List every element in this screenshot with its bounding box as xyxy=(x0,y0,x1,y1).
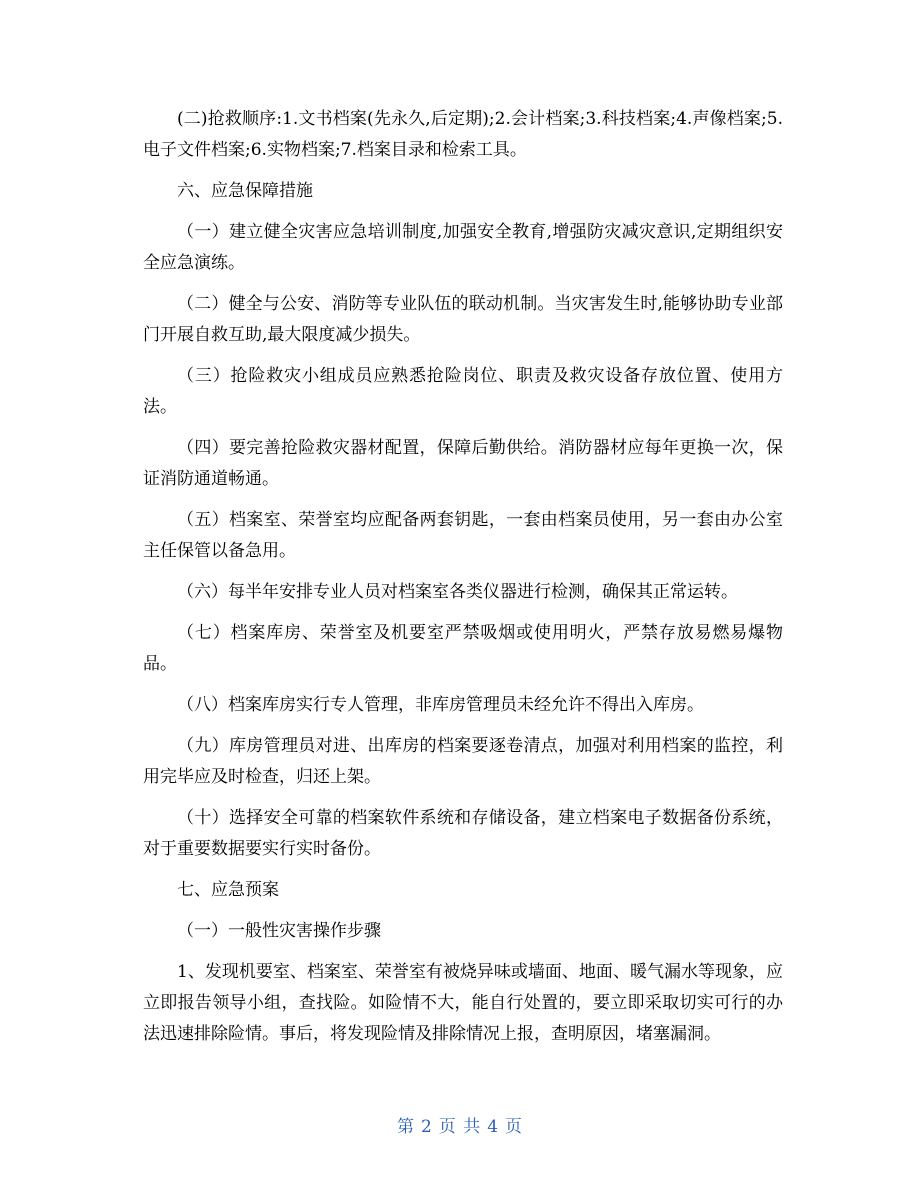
footer-page-number: 2 xyxy=(420,1117,433,1137)
paragraph: （一）建立健全灾害应急培训制度,加强安全教育,增强防灾减灾意识,定期组织安全应急演练。 xyxy=(143,222,783,273)
footer-total-pages: 4 xyxy=(487,1117,500,1137)
section-heading: 七、应急预案 xyxy=(177,880,279,900)
paragraph: （七）档案库房、荣誉室及机要室严禁吸烟或使用明火，严禁存放易燃易爆物品。 xyxy=(143,623,783,674)
paragraph: (二)抢救顺序:1.文书档案(先永久,后定期);2.会计档案;3.科技档案;4.声像档案;5.电子文件档案;6.实物档案;7.档案目录和检索工具。 xyxy=(143,109,783,160)
paragraph: （十）选择安全可靠的档案软件系统和存储设备，建立档案电子数据备份系统，对于重要数据要实行实时备份。 xyxy=(143,808,783,859)
paragraph: （九）库房管理员对进、出库房的档案要逐卷清点，加强对利用档案的监控，利用完毕应及时检查，归还上架。 xyxy=(143,736,783,787)
paragraph: （八）档案库房实行专人管理，非库房管理员未经允许不得出入库房。 xyxy=(177,695,704,715)
page-footer xyxy=(0,1112,920,1137)
footer-prefix: 第 xyxy=(396,1117,415,1137)
paragraph: （四）要完善抢险救灾器材配置，保障后勤供给。消防器材应每年更换一次，保证消防通道畅通。 xyxy=(143,438,783,489)
paragraph: （一）一般性灾害操作步骤 xyxy=(177,921,381,941)
section-heading: 六、应急保障措施 xyxy=(177,181,313,201)
footer-suffix: 页 xyxy=(505,1117,524,1137)
paragraph: （三）抢险救灾小组成员应熟悉抢险岗位、职责及救灾设备存放位置、使用方法。 xyxy=(143,366,783,417)
paragraph: （二）健全与公安、消防等专业队伍的联动机制。当灾害发生时,能够协助专业部门开展自救互助,最大限度减少损失。 xyxy=(143,294,783,345)
document-body xyxy=(143,104,783,1060)
paragraph: 1、发现机要室、档案室、荣誉室有被烧异味或墙面、地面、暖气漏水等现象，应立即报告领导小组，查找险。如险情不大，能自行处置的，要立即采取切实可行的办法迅速排除险情。事后，将发现险情及排除情况上报，查明原因，堵塞漏洞。 xyxy=(143,962,783,1044)
paragraph: （五）档案室、荣誉室均应配备两套钥匙，一套由档案员使用，另一套由办公室主任保管以备急用。 xyxy=(143,510,783,561)
footer-middle: 页 共 xyxy=(438,1117,482,1137)
paragraph: （六）每半年安排专业人员对档案室各类仪器进行检测，确保其正常运转。 xyxy=(177,582,738,602)
